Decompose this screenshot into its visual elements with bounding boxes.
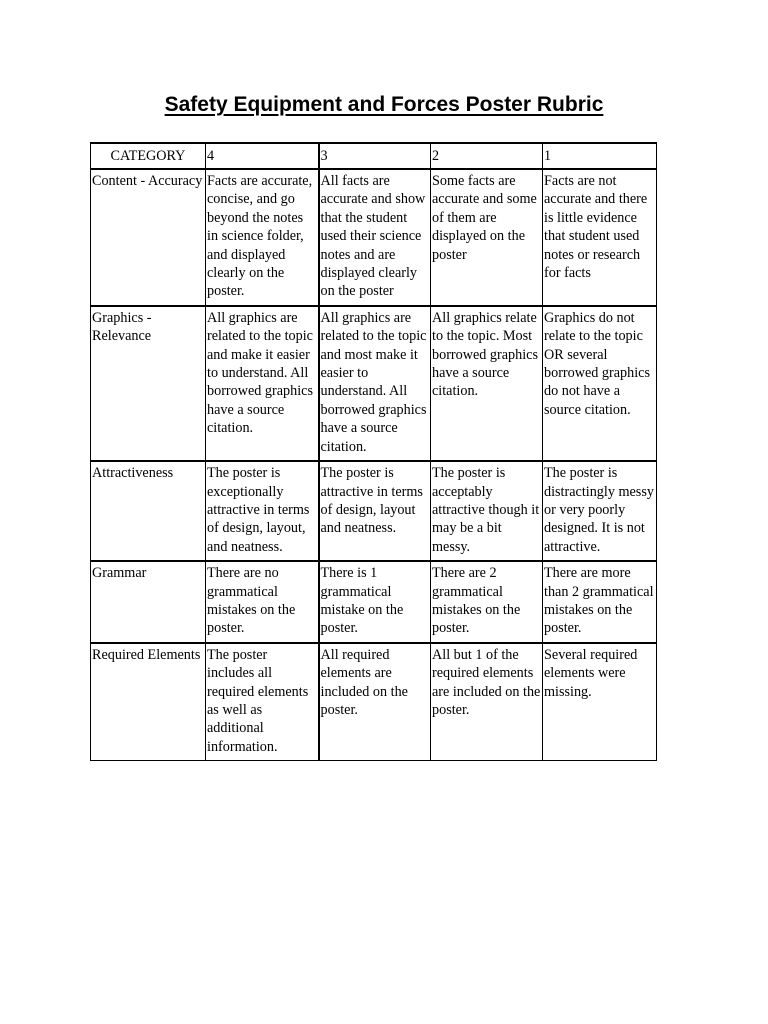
- row-category: Graphics - Relevance: [91, 306, 206, 461]
- cell-level-1: Facts are not accurate and there is little evidence that student used notes or research for facts: [543, 169, 657, 306]
- cell-level-2: All graphics relate to the topic. Most borrowed graphics have a source citation.: [431, 306, 543, 461]
- table-row: [91, 643, 657, 761]
- table-row: [91, 306, 657, 461]
- cell-level-1: There are more than 2 grammatical mistakes on the poster.: [543, 561, 657, 643]
- cell-level-3: All required elements are included on the poster.: [319, 643, 431, 761]
- header-level-2: 2: [431, 143, 543, 169]
- rubric-table: [90, 142, 657, 761]
- cell-level-1: Several required elements were missing.: [543, 643, 657, 761]
- header-level-4: 4: [206, 143, 319, 169]
- cell-level-4: The poster is exceptionally attractive in terms of design, layout, and neatness.: [206, 461, 319, 561]
- cell-level-4: All graphics are related to the topic and make it easier to understand. All borrowed graphics have a source citation.: [206, 306, 319, 461]
- table-row: [91, 169, 657, 306]
- cell-level-1: The poster is distractingly messy or very poorly designed. It is not attractive.: [543, 461, 657, 561]
- row-category: Grammar: [91, 561, 206, 643]
- cell-level-3: All facts are accurate and show that the student used their science notes and are displayed clearly on the poster: [319, 169, 431, 306]
- cell-level-4: Facts are accurate, concise, and go beyond the notes in science folder, and displayed clearly on the poster.: [206, 169, 319, 306]
- cell-level-2: The poster is acceptably attractive though it may be a bit messy.: [431, 461, 543, 561]
- cell-level-3: The poster is attractive in terms of design, layout and neatness.: [319, 461, 431, 561]
- header-level-3: 3: [319, 143, 431, 169]
- row-category: Content - Accuracy: [91, 169, 206, 306]
- header-row: [91, 143, 657, 169]
- cell-level-4: There are no grammatical mistakes on the poster.: [206, 561, 319, 643]
- cell-level-4: The poster includes all required elements as well as additional information.: [206, 643, 319, 761]
- cell-level-2: There are 2 grammatical mistakes on the poster.: [431, 561, 543, 643]
- cell-level-2: All but 1 of the required elements are included on the poster.: [431, 643, 543, 761]
- header-category: CATEGORY: [91, 143, 206, 169]
- cell-level-3: All graphics are related to the topic and most make it easier to understand. All borrowed graphics have a source citation.: [319, 306, 431, 461]
- cell-level-3: There is 1 grammatical mistake on the poster.: [319, 561, 431, 643]
- cell-level-1: Graphics do not relate to the topic OR several borrowed graphics do not have a source citation.: [543, 306, 657, 461]
- table-row: [91, 561, 657, 643]
- page-title: Safety Equipment and Forces Poster Rubric: [164, 93, 604, 116]
- row-category: Required Elements: [91, 643, 206, 761]
- table-row: [91, 461, 657, 561]
- cell-level-2: Some facts are accurate and some of them are displayed on the poster: [431, 169, 543, 306]
- row-category: Attractiveness: [91, 461, 206, 561]
- header-level-1: 1: [543, 143, 657, 169]
